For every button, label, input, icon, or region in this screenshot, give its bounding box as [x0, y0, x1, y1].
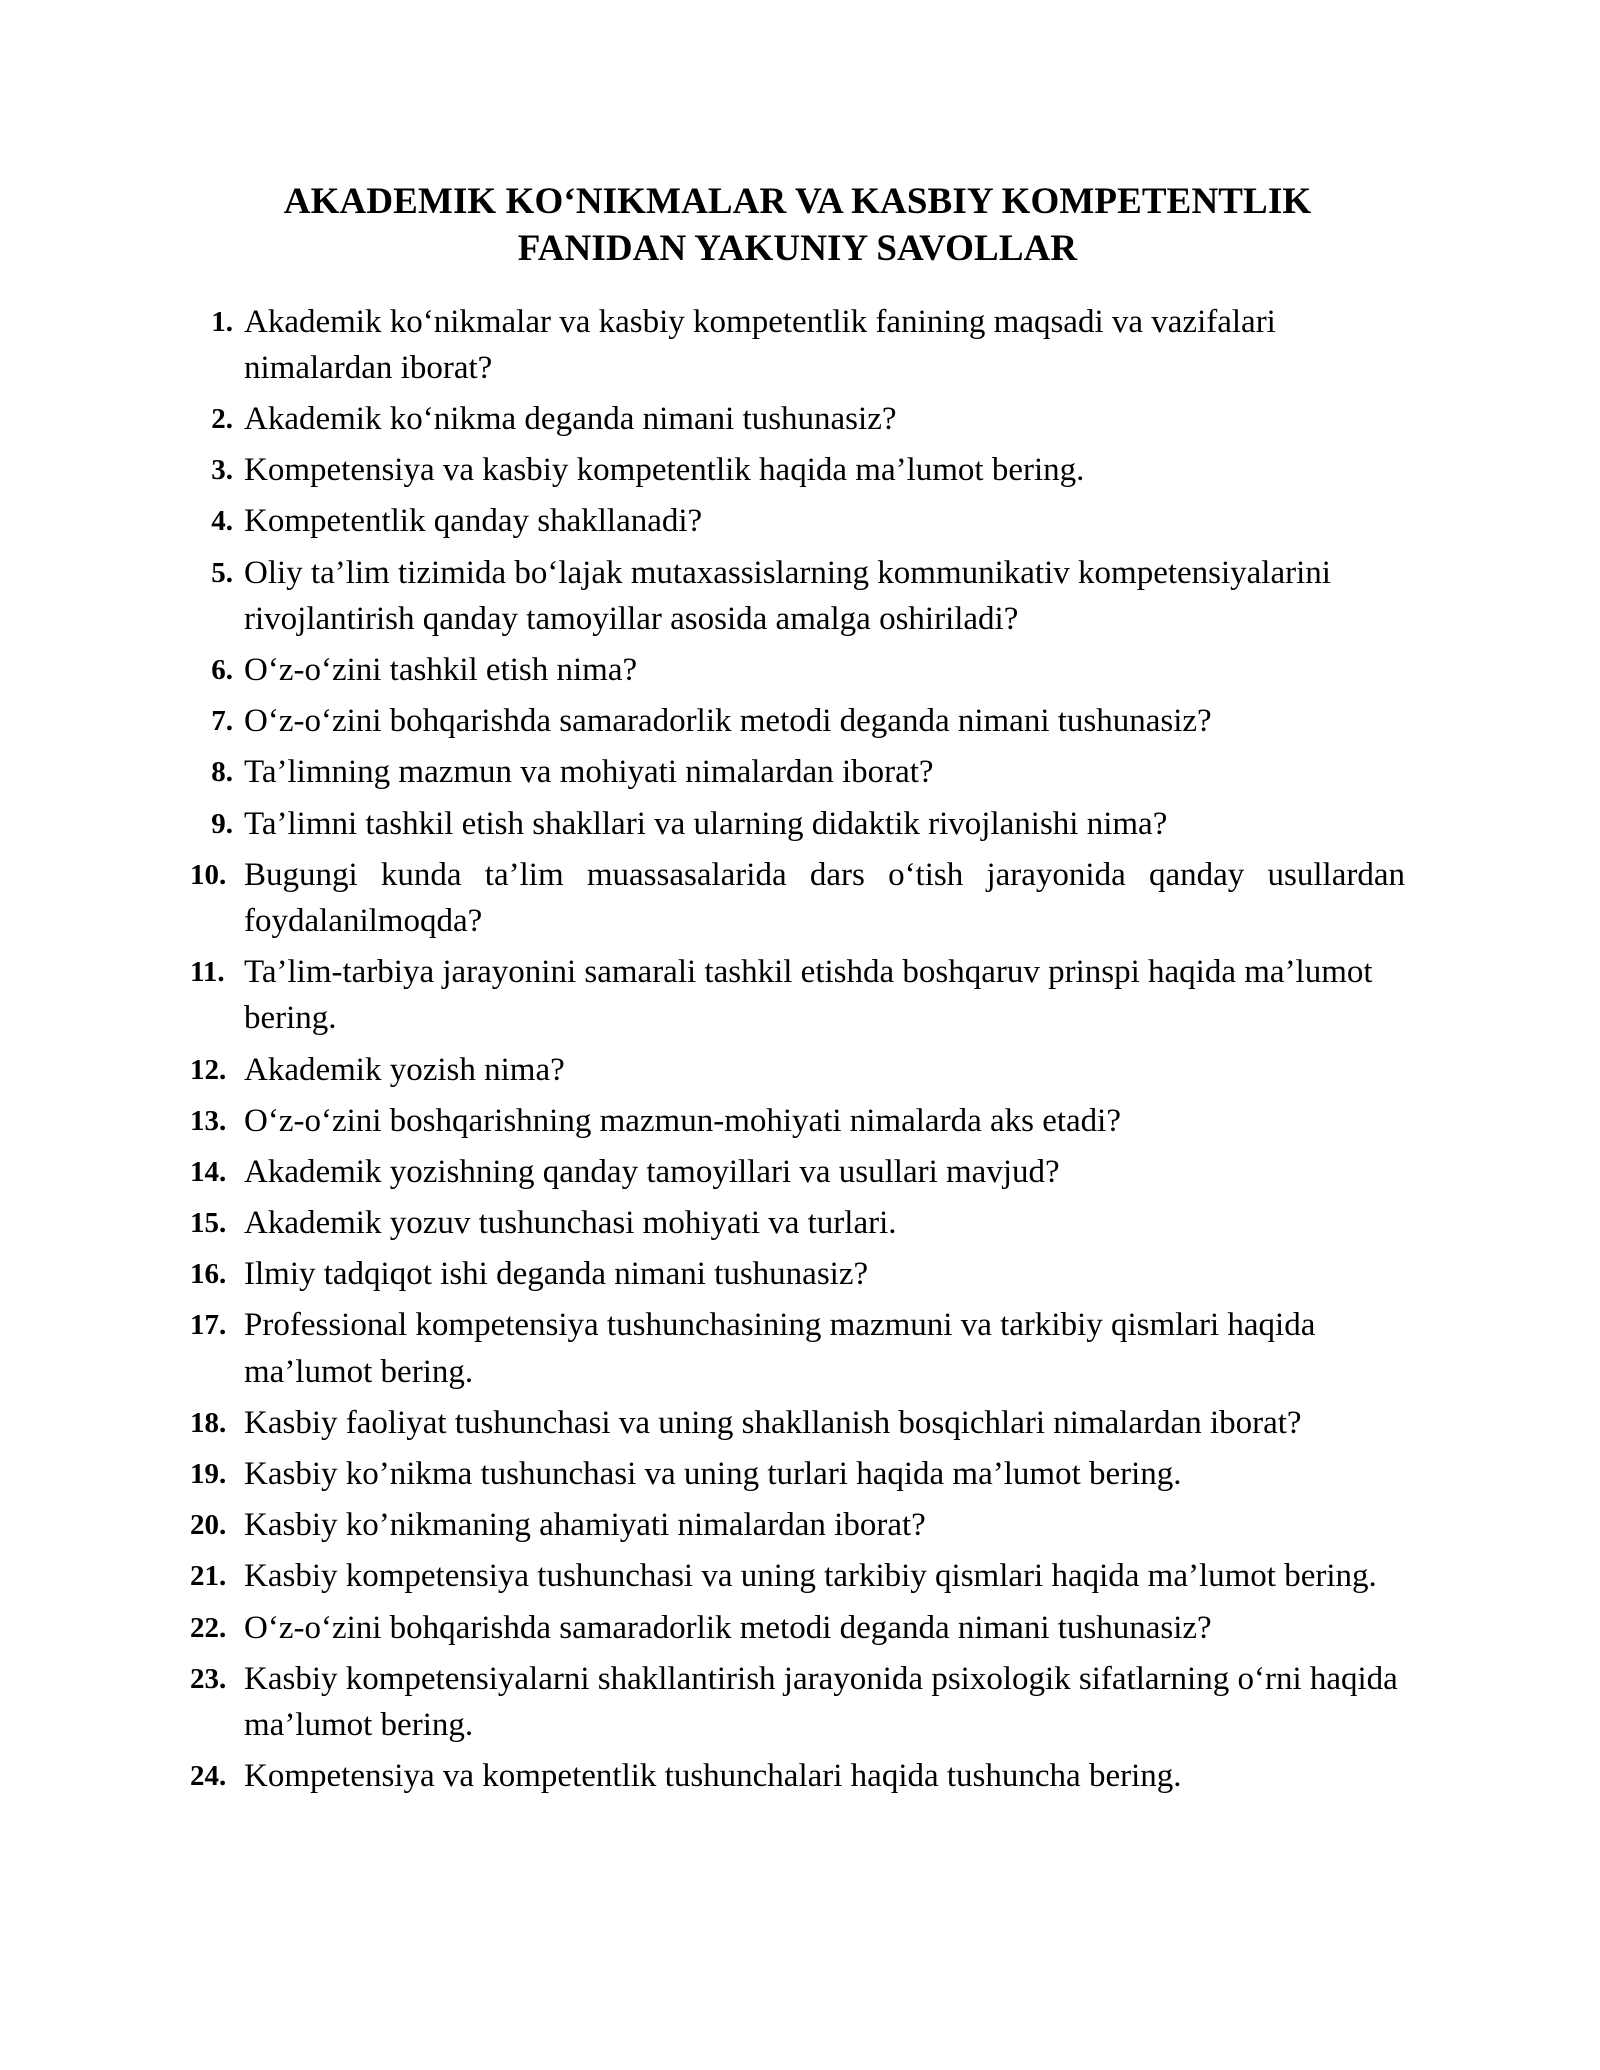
page-title	[190, 178, 1405, 273]
question-number: 2.	[211, 403, 233, 436]
question-item	[190, 1656, 1405, 1748]
question-number: 17.	[190, 1309, 227, 1342]
question-text: Kasbiy kompetensiyalarni shakllantirish jarayonida psixologik sifatlarning o‘rni haqida ma’lumot bering.	[244, 1660, 1398, 1743]
question-number: 16.	[190, 1258, 227, 1291]
question-text: Ta’lim-tarbiya jarayonini samarali tashkil etishda boshqaruv prinspi haqida ma’lumot bering.	[244, 954, 1373, 1037]
question-item	[190, 447, 1405, 493]
document-body	[190, 178, 1405, 1804]
question-text: Ta’limning mazmun va mohiyati nimalardan iborat?	[244, 754, 934, 791]
question-number: 8.	[211, 756, 233, 789]
page-title-line-1: AKADEMIK KO‘NIKMALAR VA KASBIY KOMPETENTLIK FANIDAN	[283, 181, 1312, 270]
question-item	[190, 1553, 1405, 1599]
question-number: 14.	[190, 1155, 227, 1188]
question-item	[190, 949, 1405, 1041]
question-text: Akademik yozish nima?	[244, 1051, 565, 1088]
question-number: 24.	[190, 1760, 227, 1793]
question-text: Akademik yozuv tushunchasi mohiyati va turlari.	[244, 1205, 897, 1242]
question-text: Kompetensiya va kasbiy kompetentlik haqida ma’lumot bering.	[244, 452, 1085, 489]
question-number: 4.	[211, 505, 233, 538]
question-text: O‘z-o‘zini boshqarishning mazmun-mohiyati nimalarda aks etadi?	[244, 1102, 1121, 1139]
question-text: O‘z-o‘zini bohqarishda samaradorlik metodi deganda nimani tushunasiz?	[244, 703, 1212, 740]
question-item	[190, 299, 1405, 391]
question-number: 9.	[211, 807, 233, 840]
question-number: 19.	[190, 1458, 227, 1491]
question-text: Ta’limni tashkil etish shakllari va ularning didaktik rivojlanishi nima?	[244, 805, 1168, 842]
question-text: Bugungi kunda ta’lim muassasalarida dars o‘tish jarayonida qanday usullardan foydalanilmoqda?	[244, 856, 1405, 939]
question-number: 21.	[190, 1560, 227, 1593]
question-text: Oliy ta’lim tizimida bo‘lajak mutaxassislarning kommunikativ kompetensiyalarini rivojlantirish qanday tamoyillar asosida amalga oshiriladi?	[244, 554, 1331, 637]
page-title-line-2: YAKUNIY SAVOLLAR	[694, 228, 1078, 270]
question-text: Kompetentlik qanday shakllanadi?	[244, 503, 703, 540]
question-item	[190, 1047, 1405, 1093]
question-item	[190, 1605, 1405, 1651]
question-text: Kasbiy ko’nikmaning ahamiyati nimalardan iborat?	[244, 1507, 926, 1544]
question-item	[190, 550, 1405, 642]
question-item	[190, 801, 1405, 847]
question-text: Kasbiy kompetensiya tushunchasi va uning tarkibiy qismlari haqida ma’lumot bering.	[244, 1558, 1377, 1595]
question-item	[190, 749, 1405, 795]
question-item	[190, 396, 1405, 442]
question-text: Kasbiy ko’nikma tushunchasi va uning turlari haqida ma’lumot bering.	[244, 1456, 1182, 1493]
question-text: Ilmiy tadqiqot ishi deganda nimani tushunasiz?	[244, 1256, 869, 1293]
question-item	[190, 1451, 1405, 1497]
question-text: O‘z-o‘zini tashkil etish nima?	[244, 652, 638, 689]
question-item	[190, 1753, 1405, 1799]
question-item	[190, 1149, 1405, 1195]
question-item	[190, 698, 1405, 744]
question-number: 22.	[190, 1611, 227, 1644]
question-item	[190, 1098, 1405, 1144]
question-item	[190, 1200, 1405, 1246]
question-number: 1.	[211, 305, 233, 338]
question-text: Kasbiy faoliyat tushunchasi va uning shakllanish bosqichlari nimalardan iborat?	[244, 1404, 1302, 1441]
question-item	[190, 1302, 1405, 1394]
question-number: 20.	[190, 1509, 227, 1542]
question-text: Akademik yozishning qanday tamoyillari va usullari mavjud?	[244, 1153, 1060, 1190]
question-item	[190, 852, 1405, 944]
question-number: 10.	[190, 858, 227, 891]
question-text: Akademik ko‘nikma deganda nimani tushunasiz?	[244, 401, 897, 438]
question-number: 23.	[190, 1662, 227, 1695]
question-number: 18.	[190, 1406, 227, 1439]
question-number: 6.	[211, 654, 233, 687]
question-number: 15.	[190, 1207, 227, 1240]
question-number: 5.	[211, 556, 233, 589]
question-text: Akademik ko‘nikmalar va kasbiy kompetentlik fanining maqsadi va vazifalari nimalardan iborat?	[244, 303, 1276, 386]
question-item	[190, 1251, 1405, 1297]
question-text: O‘z-o‘zini bohqarishda samaradorlik metodi deganda nimani tushunasiz?	[244, 1609, 1212, 1646]
question-number: 11.	[190, 956, 225, 989]
question-item	[190, 498, 1405, 544]
question-text: Professional kompetensiya tushunchasining mazmuni va tarkibiy qismlari haqida ma’lumot bering.	[244, 1307, 1316, 1390]
question-number: 3.	[211, 454, 233, 487]
questions-list	[190, 299, 1405, 1800]
question-number: 12.	[190, 1053, 227, 1086]
question-number: 13.	[190, 1104, 227, 1137]
question-item	[190, 1502, 1405, 1548]
question-text: Kompetensiya va kompetentlik tushunchalari haqida tushuncha bering.	[244, 1758, 1182, 1795]
question-item	[190, 647, 1405, 693]
question-item	[190, 1400, 1405, 1446]
question-number: 7.	[211, 705, 233, 738]
